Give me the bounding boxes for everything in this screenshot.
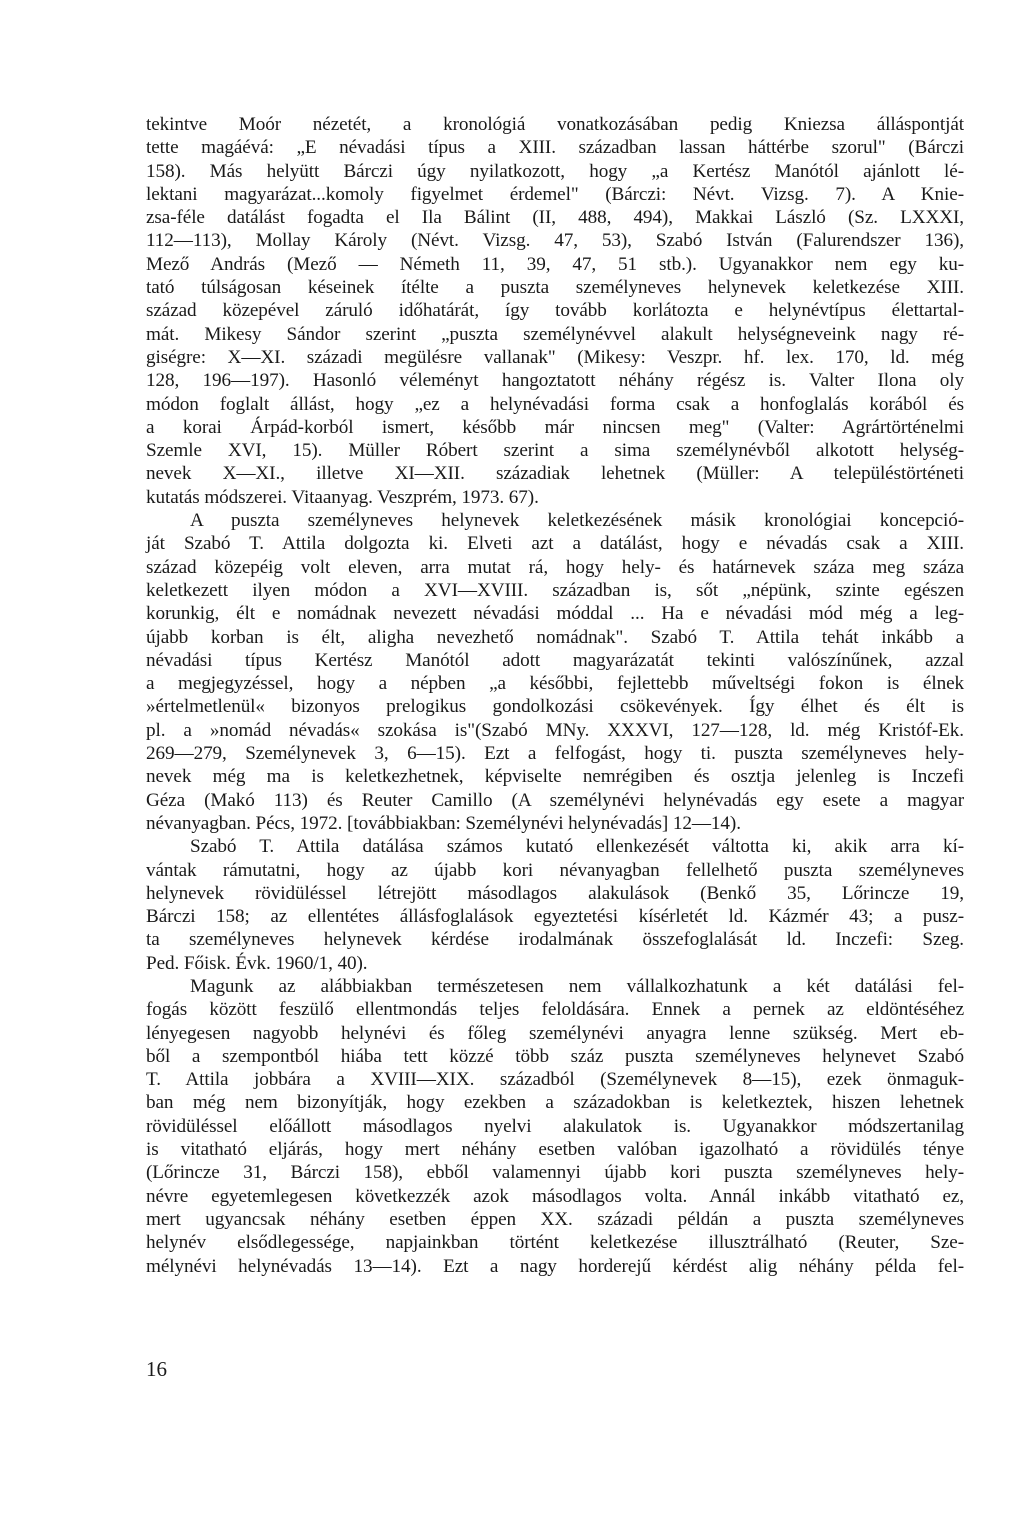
body-text: [146, 113, 964, 1278]
text-line: tekintve Moór nézetét, a kronológiá vonatkozásában pedig Kniezsa álláspontját: [146, 114, 964, 135]
text-line: nevek X—XI., illetve XI—XII. századiak lehetnek (Müller: A településtörténeti: [146, 463, 964, 485]
text-line: ta személyneves helynevek kérdése irodalmának összefoglalását ld. Inczefi: Szeg.: [146, 929, 964, 951]
text-line: a megjegyzéssel, hogy a népben „a későbbi, fejlettebb műveltségi fokon is élnek: [146, 673, 964, 695]
text-line: lényegesen nagyobb helynévi és főleg személynévi anyagra lenne szükség. Mert eb-: [146, 1022, 964, 1044]
text-line: névadási típus Kertész Manótól adott magyarázatát tekinti valószínűnek, azzal: [146, 649, 964, 671]
text-line: pl. a »nomád névadás« szokása is"(Szabó MNy. XXXVI, 127—128, ld. még Kristóf-Ek.: [146, 719, 964, 741]
text-line: Ped. Főisk. Évk. 1960/1, 40).: [146, 952, 368, 974]
text-line: ből a szempontból hiába tett közzé több száz puszta személyneves helynevet Szabó: [146, 1045, 964, 1067]
text-line: század közepével záruló időhatárát, így tovább korlátozta e helynévtípus élettartal-: [146, 300, 964, 322]
text-line: Szabó T. Attila datálása számos kutató ellenkezését váltotta ki, akik arra kí-: [190, 836, 964, 858]
text-line: 269—279, Személynevek 3, 6—15). Ezt a felfogást, hogy ti. puszta személyneves hely-: [146, 743, 964, 765]
text-line: módon foglalt állást, hogy „ez a helynévadási forma csak a honfoglalás korából és: [146, 393, 964, 415]
text-line: mert ugyancsak néhány esetben éppen XX. századi példán a puszta személyneves: [146, 1208, 964, 1230]
text-line: vántak rámutatni, hogy az újabb kori névanyagban fellelhető puszta személyneves: [146, 859, 964, 881]
text-line: ját Szabó T. Attila dolgozta ki. Elveti azt a datálást, hogy e névadás csak a XIII.: [146, 533, 964, 555]
text-line: is vitatható eljárás, hogy mert néhány esetben valóban igazolható a rövidülés ténye: [146, 1139, 964, 1161]
text-line: Mező András (Mező — Németh 11, 39, 47, 51 stb.). Ugyanakkor nem egy ku-: [146, 253, 964, 275]
text-line: 128, 196—197). Hasonló véleményt hangoztatott néhány régész is. Valter Ilona oly: [146, 370, 964, 392]
text-line: század közepéig volt eleven, arra mutat rá, hogy hely- és határnevek száza meg száza: [146, 556, 964, 578]
text-line: (Lőrincze 31, Bárczi 158), ebből valamennyi újabb kori puszta személyneves hely-: [146, 1162, 964, 1184]
text-line: tette magáévá: „E névadási típus a XIII. században lassan háttérbe szorul" (Bárczi: [146, 137, 964, 159]
text-line: keletkezett ilyen módon a XVI—XVIII. században is, sőt „népünk, szinte egészen: [146, 579, 964, 601]
text-line: helynevek rövidüléssel létrejött másodlagos alakulások (Benkő 35, Lőrincze 19,: [146, 882, 964, 904]
text-line: Géza (Makó 113) és Reuter Camillo (A személynévi helynévadás egy esete a magyar: [146, 789, 964, 811]
page-number: 16: [146, 1357, 167, 1381]
text-line: fogás között feszülő ellentmondás teljes feloldására. Ennek a pernek az eldöntéséhez: [146, 999, 964, 1021]
text-line: T. Attila jobbára a XVIII—XIX. századból (Személynevek 8—15), ezek önmaguk-: [146, 1069, 964, 1091]
text-line: mát. Mikesy Sándor szerint „puszta személynévvel alakult helységneveink nagy ré-: [146, 323, 964, 345]
text-line: 158). Más helyütt Bárczi úgy nyilatkozott, hogy „a Kertész Manótól ajánlott lé-: [146, 160, 964, 182]
text-line: Magunk az alábbiakban természetesen nem vállalkozhatunk a két datálási fel-: [190, 975, 964, 997]
text-line: mélynévi helynévadás 13—14). Ezt a nagy horderejű kérdést alig néhány példa fel-: [146, 1255, 964, 1277]
text-line: »értelmetlenül« bizonyos prelogikus gondolkozási csökevények. Így élhet és élt is: [146, 696, 964, 718]
text-line: újabb korban is élt, aligha nevezhető nomádnak". Szabó T. Attila tehát inkább a: [146, 626, 964, 648]
text-line: giségre: X—XI. századi megülésre vallanak" (Mikesy: Veszpr. hf. lex. 170, ld. még: [146, 346, 964, 368]
text-line: helynév elsődlegessége, napjainkban történt keletkezése illusztrálható (Reuter, Sze-: [146, 1232, 964, 1254]
text-line: Szemle XVI, 15). Müller Róbert szerint a sima személynévből alkotott helység-: [146, 440, 964, 462]
text-line: Bárczi 158; az ellentétes állásfoglalások egyeztetési kísérletét ld. Kázmér 43; a pusz-: [146, 906, 964, 928]
text-line: névanyagban. Pécs, 1972. [továbbiakban: Személynévi helynévadás] 12—14).: [146, 812, 741, 834]
text-line: 112—113), Mollay Károly (Névt. Vizsg. 47, 53), Szabó István (Falurendszer 136),: [146, 230, 964, 252]
text-line: zsa-féle datálást fogadta el Ila Bálint (II, 488, 494), Makkai László (Sz. LXXXI,: [146, 207, 964, 229]
text-line: tató túlságosan késeinek ítélte a puszta személyneves helynevek keletkezése XIII.: [146, 277, 964, 299]
text-line: rövidüléssel előállott másodlagos nyelvi alakulatok is. Ugyanakkor módszertanilag: [146, 1115, 964, 1137]
text-line: ban még nem bizonyítják, hogy ezekben a századokban is keletkeztek, hiszen lehetnek: [146, 1092, 964, 1114]
text-line: nevek még ma is keletkezhetnek, képviselte nemrégiben és osztja jelenleg is Inczefi: [146, 766, 964, 788]
text-line: kutatás módszerei. Vitaanyag. Veszprém, 1973. 67).: [146, 486, 539, 508]
text-line: lektani magyarázat...komoly figyelmet érdemel" (Bárczi: Névt. Vizsg. 7). A Knie-: [146, 183, 964, 205]
text-line: korunkig, élt e nomádnak nevezett névadási móddal ... Ha e névadási mód még a leg-: [146, 603, 964, 625]
text-line: a korai Árpád-korból ismert, később már nincsen meg" (Valter: Agrártörténelmi: [146, 416, 964, 438]
text-line: A puszta személyneves helynevek keletkezésének másik kronológiai koncepció-: [190, 510, 964, 532]
text-line: névre egyetemlegesen következzék azok másodlagos volta. Annál inkább vitatható ez,: [146, 1185, 964, 1207]
